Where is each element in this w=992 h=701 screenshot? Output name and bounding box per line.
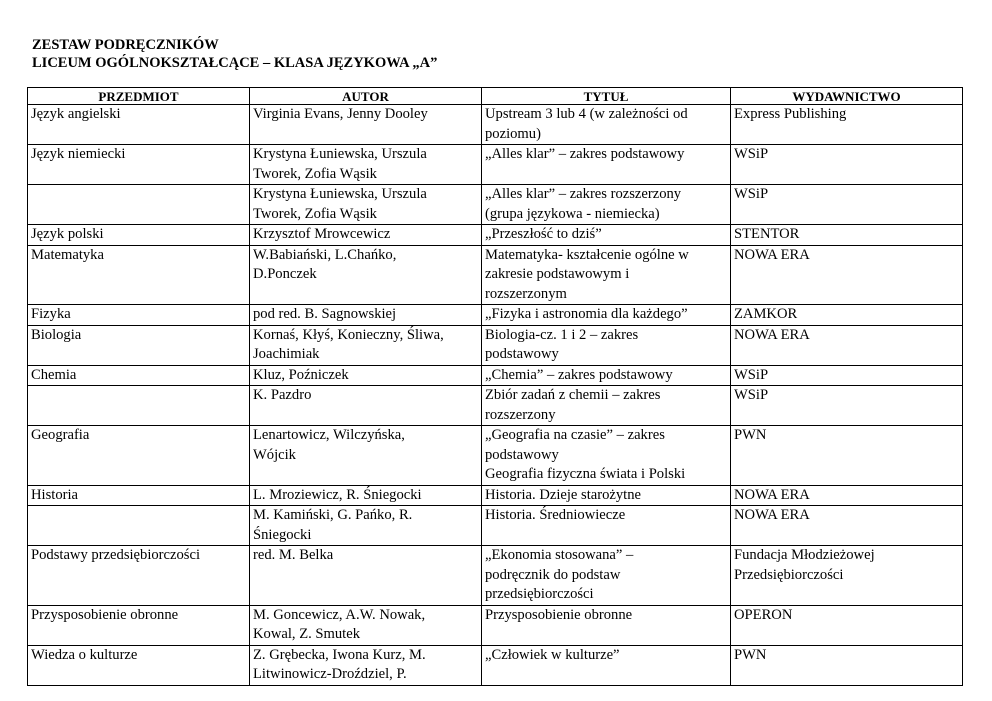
- cell-title-line: „Alles klar” – zakres rozszerzony: [485, 186, 682, 202]
- cell-subject-line: [31, 185, 246, 205]
- cell-title: [482, 605, 731, 645]
- cell-publisher-line: NOWA ERA: [734, 486, 810, 503]
- table-row: [28, 645, 963, 685]
- cell-publisher: [731, 386, 963, 426]
- cell-publisher: [731, 225, 963, 246]
- cell-subject-line: Chemia: [31, 366, 77, 383]
- cell-author-line: Krystyna Łuniewska, Urszula: [253, 146, 427, 162]
- document-title-line1: ZESTAW PODRĘCZNIKÓW: [32, 37, 219, 53]
- cell-title-line: rozszerzony: [485, 406, 556, 423]
- cell-title: [482, 546, 731, 606]
- cell-author: [250, 605, 482, 645]
- table-row: [28, 185, 963, 225]
- cell-subject: [28, 645, 250, 685]
- cell-subject-line: Podstawy przedsiębiorczości: [31, 547, 200, 563]
- cell-publisher-line: WSiP: [734, 146, 769, 162]
- cell-author: [250, 225, 482, 246]
- cell-title-line: „Człowiek w kulturze”: [485, 646, 620, 663]
- cell-author-line: Kowal, Z. Smutek: [253, 626, 361, 642]
- cell-title: [482, 365, 731, 386]
- cell-publisher: [731, 365, 963, 386]
- cell-subject: [28, 325, 250, 365]
- cell-publisher: [731, 546, 963, 606]
- cell-subject: [28, 105, 250, 145]
- cell-title-line: „Przeszłość to dziś”: [485, 226, 602, 242]
- cell-subject-line: Wiedza o kulturze: [31, 646, 138, 663]
- cell-publisher: [731, 185, 963, 225]
- table-row: [28, 305, 963, 326]
- cell-author-line: red. M. Belka: [253, 547, 334, 563]
- cell-subject-line: Geografia: [31, 427, 90, 443]
- cell-author-line: Joachimiak: [253, 346, 320, 362]
- cell-author: [250, 245, 482, 305]
- cell-title-line: poziomu): [485, 125, 541, 142]
- cell-author: [250, 325, 482, 365]
- cell-publisher: [731, 506, 963, 546]
- cell-subject-line: Język niemiecki: [31, 146, 126, 162]
- cell-publisher-line: PWN: [734, 646, 767, 663]
- cell-title-line: Upstream 3 lub 4 (w zależności od: [485, 106, 688, 122]
- cell-publisher: [731, 325, 963, 365]
- cell-author-line: Tworek, Zofia Wąsik: [253, 165, 377, 182]
- column-header-author: AUTOR: [250, 88, 482, 105]
- cell-publisher-line: WSiP: [734, 387, 769, 403]
- cell-title-line: „Chemia” – zakres podstawowy: [485, 366, 673, 383]
- cell-title: [482, 185, 731, 225]
- cell-publisher-line: ZAMKOR: [734, 306, 798, 322]
- cell-subject-line: [31, 386, 246, 406]
- cell-title-line: (grupa językowa - niemiecka): [485, 205, 660, 222]
- cell-author-line: L. Mroziewicz, R. Śniegocki: [253, 486, 422, 503]
- table-row: [28, 546, 963, 606]
- cell-author: [250, 365, 482, 386]
- table-row: [28, 365, 963, 386]
- table-row: [28, 325, 963, 365]
- cell-title-line: „Fizyka i astronomia dla każdego”: [485, 306, 688, 322]
- cell-title: [482, 305, 731, 326]
- cell-publisher-line: NOWA ERA: [734, 246, 810, 263]
- column-header-title: TYTUŁ: [482, 88, 731, 105]
- cell-publisher-line: Express Publishing: [734, 106, 847, 122]
- cell-author: [250, 185, 482, 225]
- cell-publisher: [731, 485, 963, 506]
- cell-subject: [28, 485, 250, 506]
- cell-subject-line: Przysposobienie obronne: [31, 606, 179, 623]
- cell-publisher-line: NOWA ERA: [734, 326, 810, 343]
- cell-title-line: „Ekonomia stosowana” –: [485, 547, 634, 563]
- cell-author: [250, 426, 482, 486]
- cell-subject-line: [31, 506, 246, 526]
- cell-author: [250, 386, 482, 426]
- cell-publisher-line: WSiP: [734, 366, 769, 383]
- cell-subject: [28, 365, 250, 386]
- document-title-line2: LICEUM OGÓLNOKSZTAŁCĄCE – KLASA JĘZYKOWA „A”: [32, 55, 438, 71]
- cell-subject: [28, 546, 250, 606]
- cell-subject: [28, 605, 250, 645]
- cell-title-line: „Alles klar” – zakres podstawowy: [485, 146, 685, 162]
- cell-subject: [28, 225, 250, 246]
- cell-title-line: „Geografia na czasie” – zakres: [485, 427, 665, 443]
- column-header-subject: PRZEDMIOT: [28, 88, 250, 105]
- cell-author-line: Wójcik: [253, 446, 296, 463]
- table-row: [28, 105, 963, 145]
- cell-publisher: [731, 645, 963, 685]
- cell-subject: [28, 185, 250, 225]
- document-header: [32, 36, 437, 72]
- cell-subject-line: Język angielski: [31, 106, 121, 122]
- cell-title-line: podręcznik do podstaw: [485, 566, 621, 583]
- cell-title-line: Historia. Średniowiecze: [485, 507, 626, 523]
- cell-publisher-line: Fundacja Młodzieżowej: [734, 547, 875, 563]
- cell-title-line: przedsiębiorczości: [485, 586, 594, 602]
- cell-author: [250, 105, 482, 145]
- cell-title: [482, 386, 731, 426]
- table-row: [28, 605, 963, 645]
- cell-author-line: Virginia Evans, Jenny Dooley: [253, 106, 428, 122]
- cell-author-line: pod red. B. Sagnowskiej: [253, 306, 397, 322]
- cell-publisher-line: PWN: [734, 427, 767, 443]
- table-row: [28, 426, 963, 486]
- cell-title-line: podstawowy: [485, 346, 559, 362]
- cell-author-line: Tworek, Zofia Wąsik: [253, 205, 377, 222]
- cell-author-line: Krzysztof Mrowcewicz: [253, 226, 391, 242]
- table-body: [28, 105, 963, 686]
- cell-subject-line: Matematyka: [31, 246, 104, 263]
- cell-title-line: Geografia fizyczna świata i Polski: [485, 466, 686, 482]
- cell-subject: [28, 506, 250, 546]
- cell-subject: [28, 305, 250, 326]
- cell-title-line: rozszerzonym: [485, 285, 567, 302]
- cell-author-line: Kornaś, Kłyś, Konieczny, Śliwa,: [253, 326, 444, 343]
- cell-author-line: Lenartowicz, Wilczyńska,: [253, 427, 405, 443]
- cell-author-line: K. Pazdro: [253, 387, 312, 403]
- cell-title-line: Historia. Dzieje starożytne: [485, 486, 642, 503]
- cell-title: [482, 645, 731, 685]
- cell-title-line: Matematyka- kształcenie ogólne w: [485, 246, 689, 263]
- cell-author-line: D.Ponczek: [253, 266, 317, 282]
- cell-title: [482, 105, 731, 145]
- cell-subject: [28, 245, 250, 305]
- cell-author: [250, 546, 482, 606]
- cell-subject: [28, 386, 250, 426]
- cell-title-line: zakresie podstawowym i: [485, 266, 630, 282]
- cell-author-line: Z. Grębecka, Iwona Kurz, M.: [253, 646, 426, 663]
- cell-title-line: Biologia-cz. 1 i 2 – zakres: [485, 326, 639, 343]
- cell-subject-line: Biologia: [31, 326, 82, 343]
- cell-author: [250, 645, 482, 685]
- column-header-publisher: WYDAWNICTWO: [731, 88, 963, 105]
- cell-publisher-line: NOWA ERA: [734, 507, 810, 523]
- table-header-row: [28, 88, 963, 105]
- cell-title-line: Zbiór zadań z chemii – zakres: [485, 387, 661, 403]
- cell-publisher-line: WSiP: [734, 186, 769, 202]
- cell-author: [250, 305, 482, 326]
- cell-subject-line: Język polski: [31, 226, 104, 242]
- cell-publisher: [731, 426, 963, 486]
- cell-subject: [28, 426, 250, 486]
- cell-publisher-line: STENTOR: [734, 226, 800, 242]
- table-row: [28, 386, 963, 426]
- cell-title: [482, 485, 731, 506]
- cell-publisher: [731, 105, 963, 145]
- cell-title: [482, 145, 731, 185]
- cell-author: [250, 485, 482, 506]
- table-row: [28, 145, 963, 185]
- cell-title-line: Przysposobienie obronne: [485, 606, 633, 623]
- cell-publisher: [731, 305, 963, 326]
- cell-title-line: podstawowy: [485, 446, 559, 463]
- cell-title: [482, 225, 731, 246]
- cell-author-line: M. Goncewicz, A.W. Nowak,: [253, 606, 426, 623]
- cell-title: [482, 325, 731, 365]
- cell-subject-line: Historia: [31, 486, 79, 503]
- cell-author-line: Kluz, Poźniczek: [253, 366, 349, 383]
- table-row: [28, 506, 963, 546]
- cell-author: [250, 506, 482, 546]
- cell-author-line: Krystyna Łuniewska, Urszula: [253, 186, 427, 202]
- cell-title: [482, 506, 731, 546]
- textbook-table: [27, 87, 963, 686]
- cell-subject: [28, 145, 250, 185]
- cell-author-line: W.Babiański, L.Chańko,: [253, 246, 397, 263]
- cell-publisher-line: Przedsiębiorczości: [734, 566, 844, 583]
- table-row: [28, 485, 963, 506]
- cell-author-line: Śniegocki: [253, 526, 312, 543]
- cell-author-line: Litwinowicz-Droździel, P.: [253, 666, 407, 682]
- cell-title: [482, 426, 731, 486]
- table-row: [28, 225, 963, 246]
- cell-author: [250, 145, 482, 185]
- cell-title: [482, 245, 731, 305]
- cell-publisher: [731, 605, 963, 645]
- cell-publisher-line: OPERON: [734, 606, 793, 623]
- cell-author-line: M. Kamiński, G. Pańko, R.: [253, 507, 413, 523]
- cell-subject-line: Fizyka: [31, 306, 71, 322]
- table-row: [28, 245, 963, 305]
- cell-publisher: [731, 245, 963, 305]
- cell-publisher: [731, 145, 963, 185]
